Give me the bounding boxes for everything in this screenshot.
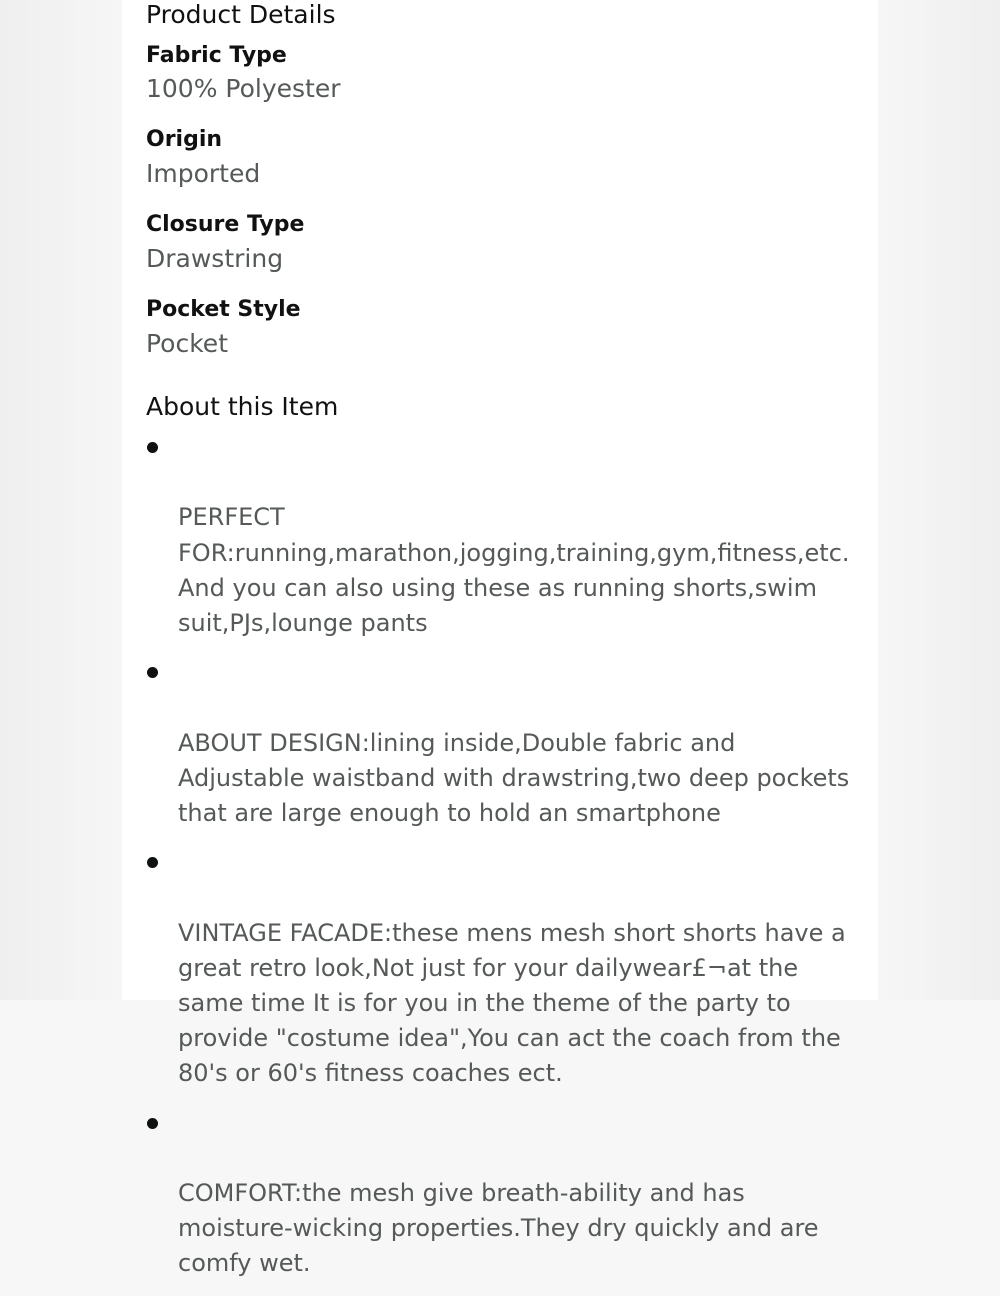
bullet-text: VINTAGE FACADE:these mens mesh short shorts have a great retro look,Not just for your dailywear£¬at the same time It is for you in the theme of the party to provide "costume idea",You can act the coach from the 80's or 60's fitness coaches ect. xyxy=(178,918,846,1088)
bullet-text: ABOUT DESIGN:lining inside,Double fabric and Adjustable waistband with drawstring,two deep pockets that are large enough to hold an smartphone xyxy=(178,728,850,828)
pocket-style-value: Pocket xyxy=(146,329,228,358)
origin-value: Imported xyxy=(146,159,261,188)
fabric-type-label: Fabric Type xyxy=(146,43,287,68)
about-item-heading: About this Item xyxy=(146,392,339,421)
closure-type-label: Closure Type xyxy=(146,212,305,237)
product-details-heading: Product Details xyxy=(146,0,336,29)
list-item xyxy=(122,845,878,1091)
fabric-type-value: 100% Polyester xyxy=(146,74,341,103)
bullet-text: COMFORT:the mesh give breath-ability and has moisture-wicking properties.They dry quickly and are comfy wet. xyxy=(178,1179,819,1278)
list-item xyxy=(122,430,878,641)
bullet-icon xyxy=(147,857,158,868)
left-margin xyxy=(0,0,122,1000)
product-info-panel xyxy=(122,0,878,1278)
closure-type-value: Drawstring xyxy=(146,244,284,273)
about-bullet-list xyxy=(122,430,878,1296)
origin-label: Origin xyxy=(146,127,223,152)
list-item xyxy=(122,1106,878,1282)
bullet-icon xyxy=(147,667,158,678)
bullet-text: PERFECT FOR:running,marathon,jogging,training,gym,fitness,etc. And you can also using these as running shorts,swim suit,PJs,lounge pants xyxy=(178,503,850,638)
right-margin xyxy=(878,0,1000,1000)
bullet-icon xyxy=(147,442,158,453)
bullet-icon xyxy=(147,1118,158,1129)
list-item xyxy=(122,655,878,831)
pocket-style-label: Pocket Style xyxy=(146,297,301,322)
